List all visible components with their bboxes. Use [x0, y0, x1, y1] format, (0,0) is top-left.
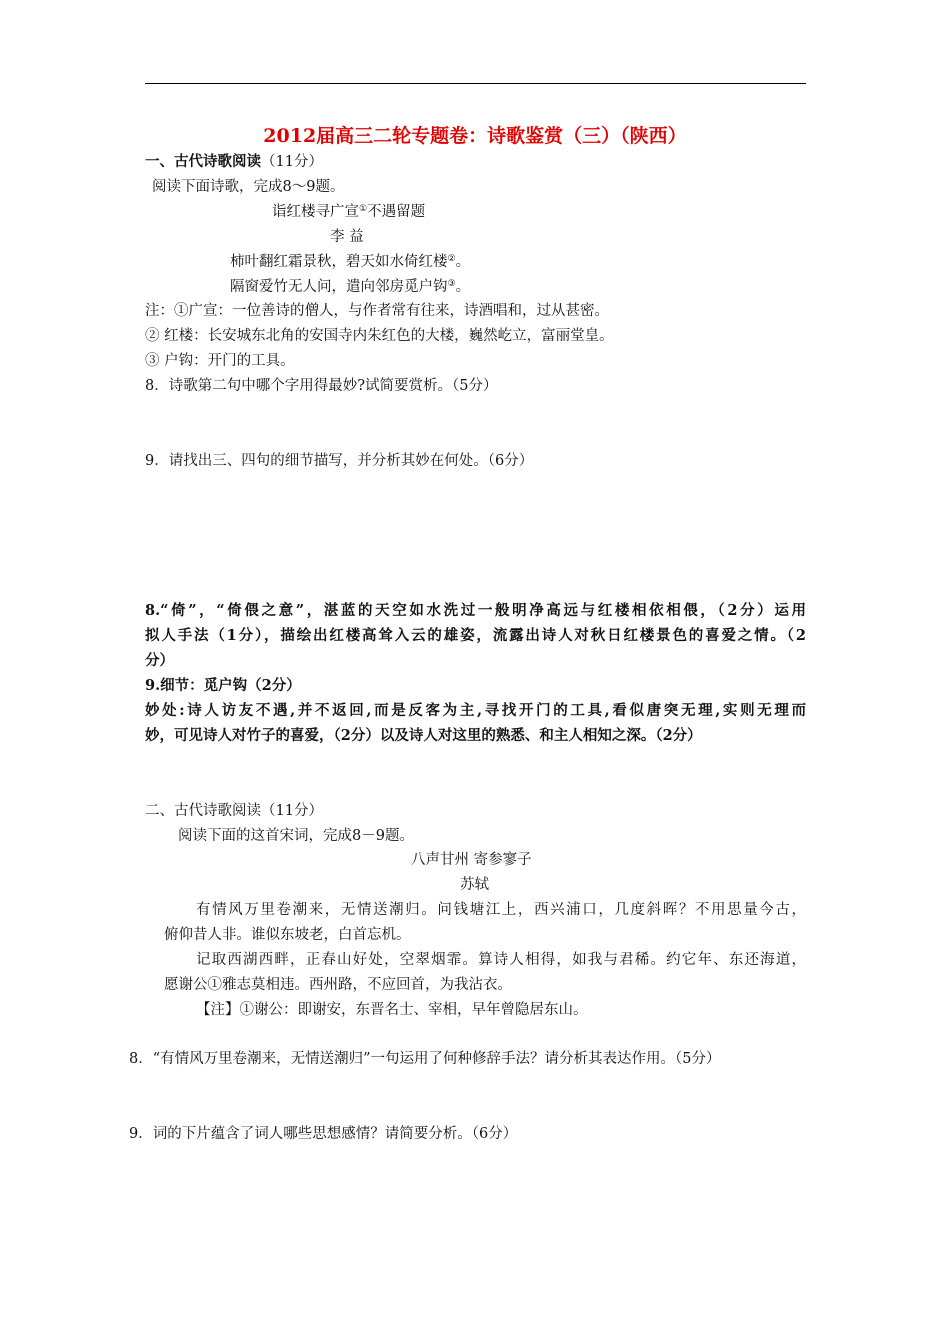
answer-9-line-3: 妙，可见诗人对竹子的喜爱，（2分）以及诗人对这里的熟悉、和主人相知之深。（2分）	[145, 727, 702, 744]
answer-8-line-1: 8.“倚”，“倚偎之意”，湛蓝的天空如水洗过一般明净高远与红楼相依相偎，（2分）运用	[145, 602, 806, 619]
part1-question-8: 8．诗歌第二句中哪个字用得最妙?试简要赏析。（5分）	[145, 378, 498, 394]
part2-instruction: 阅读下面的这首宋词，完成8－9题。	[178, 828, 414, 844]
part1-heading-line	[145, 152, 323, 172]
answer-8-line-2: 拟人手法（1分），描绘出红楼高耸入云的雄姿，流露出诗人对秋日红楼景色的喜爱之情。（2	[145, 627, 806, 644]
page-title: 2012届高三二轮专题卷：诗歌鉴赏（三）（陕西）	[263, 125, 687, 147]
header-rule	[145, 83, 806, 84]
footnote-mark: ③	[447, 279, 456, 289]
answer-9-line-1: 9.细节：觅户钩（2分）	[145, 677, 301, 694]
part1-score: （11分）	[261, 154, 323, 170]
part1-instruction: 阅读下面诗歌，完成8～9题。	[152, 179, 345, 195]
poem2-note: 【注】①谢公：即谢安，东晋名士、宰相，早年曾隐居东山。	[196, 1002, 588, 1018]
poem2-title: 八声甘州 寄参寥子	[411, 852, 532, 868]
poem2-author: 苏轼	[460, 877, 489, 893]
poem2-para1-line-1: 有情风万里卷潮来，无情送潮归。问钱塘江上，西兴浦口，几度斜晖？不用思量今古，	[196, 902, 806, 918]
part1-question-9: 9．请找出三、四句的细节描写，并分析其妙在何处。（6分）	[145, 453, 534, 469]
footnote-mark: ①	[359, 204, 368, 214]
poem2-para1-line-2: 俯仰昔人非。谁似东坡老，白首忘机。	[164, 927, 411, 943]
part2-question-8: 8．“有情风万里卷潮来，无情送潮归”一句运用了何种修辞手法？请分析其表达作用。（5分）	[129, 1051, 721, 1067]
poem1-title: 诣红楼寻广宣①不遇留题	[272, 204, 426, 220]
answer-9-line-2: 妙处:诗人访友不遇,并不返回,而是反客为主,寻找开门的工具,看似唐突无理,实则无理而	[145, 702, 806, 719]
poem2-para2-line-1: 记取西湖西畔，正春山好处，空翠烟霏。算诗人相得，如我与君稀。约它年、东还海道，	[196, 952, 806, 968]
part2-heading: 二、古代诗歌阅读（11分）	[145, 803, 323, 819]
footnote-mark: ②	[447, 254, 456, 264]
part1-note-3: ③ 户钩：开门的工具。	[145, 353, 295, 369]
part2-question-9: 9．词的下片蕴含了词人哪些思想感情？请简要分析。（6分）	[129, 1126, 518, 1142]
poem1-line-1: 柿叶翻红霜景秋，碧天如水倚红楼②。	[230, 254, 471, 270]
poem1-author: 李 益	[330, 229, 364, 245]
part1-note-2: ② 红楼：长安城东北角的安国寺内朱红色的大楼，巍然屹立，富丽堂皇。	[145, 328, 614, 344]
part1-note-1: 注：①广宣：一位善诗的僧人，与作者常有往来，诗酒唱和，过从甚密。	[145, 303, 609, 319]
poem2-para2-line-2: 愿谢公①雅志莫相违。西州路，不应回首，为我沾衣。	[164, 977, 512, 993]
answer-8-line-3: 分）	[145, 652, 174, 669]
poem1-line-2: 隔窗爱竹无人问，遣向邻房觅户钩③。	[230, 279, 471, 295]
part1-heading: 一、古代诗歌阅读	[145, 153, 261, 170]
